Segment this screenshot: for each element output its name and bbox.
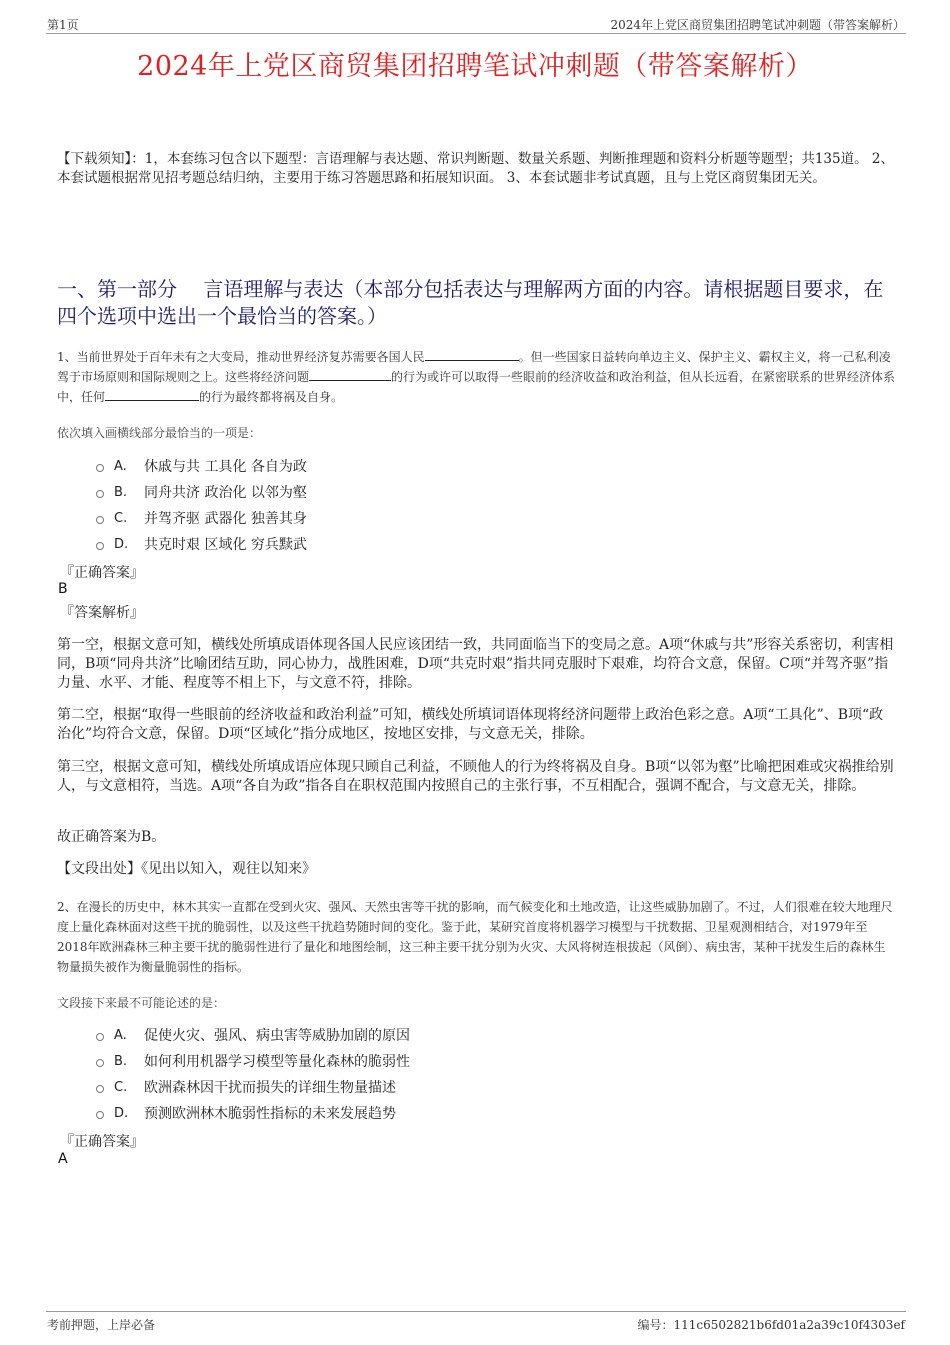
option-text: 共克时艰 区域化 穷兵黩武 (144, 537, 307, 553)
option-text: 同舟共济 政治化 以邻为壑 (144, 485, 307, 501)
question-2-option-b[interactable] (96, 1051, 410, 1071)
running-title: 2024年上党区商贸集团招聘笔试冲刺题（带答案解析） (610, 18, 905, 32)
radio-icon[interactable] (96, 1085, 104, 1093)
question-2-option-c[interactable] (96, 1077, 396, 1097)
section-heading: 一、第一部分 言语理解与表达（本部分包括表达与理解两方面的内容。请根据题目要求，在四个选项中选出一个最恰当的答案。） (57, 277, 884, 328)
radio-icon[interactable] (96, 490, 104, 498)
question-1-option-d[interactable] (96, 534, 307, 554)
option-text: 如何利用机器学习模型等量化森林的脆弱性 (144, 1054, 410, 1070)
question-2-prompt: 文段接下来最不可能论述的是： (57, 996, 226, 1010)
fill-blank (425, 348, 519, 361)
radio-icon[interactable] (96, 464, 104, 472)
question-1-prompt: 依次填入画横线部分最恰当的一项是： (57, 426, 262, 440)
option-letter: D. (114, 536, 129, 552)
radio-icon[interactable] (96, 1033, 104, 1041)
option-letter: C. (114, 510, 128, 526)
question-1-option-b[interactable] (96, 482, 307, 502)
radio-icon[interactable] (96, 542, 104, 550)
correct-answer: B (58, 581, 68, 597)
question-1-text (57, 347, 897, 407)
option-text: 促使火灾、强风、病虫害等威胁加剧的原因 (144, 1028, 410, 1044)
question-2-option-a[interactable] (96, 1025, 410, 1045)
question-2-option-d[interactable] (96, 1103, 396, 1123)
download-notice: 【下载须知】：1，本套练习包含以下题型：言语理解与表达题、常识判断题、数量关系题、判断推理题和资料分析题等题型；共135道。 2、本套试题根据常见招考题总结归纳，主要用于练习答题思路和拓展知识面。 3、本套试题非考试真题，且与上党区商贸集团无关。 (57, 151, 894, 186)
page-title: 2024年上党区商贸集团招聘笔试冲刺题（带答案解析） (137, 51, 813, 82)
fill-blank (105, 388, 199, 401)
option-text: 预测欧洲林木脆弱性指标的未来发展趋势 (144, 1106, 396, 1122)
correct-answer: A (58, 1151, 68, 1167)
radio-icon[interactable] (96, 516, 104, 524)
question-1-option-c[interactable] (96, 508, 307, 528)
analysis-paragraph-1: 第一空，根据文意可知，横线处所填成语体现各国人民应该团结一致，共同面临当下的变局之意。A项“休戚与共”形容关系密切，利害相同，B项“同舟共济”比喻团结互助，同心协力，战胜困难，D项“共克时艰”指共同克服时下艰难，均符合文意，保留。C项“并驾齐驱”指力量、水平、才能、程度等不相上下，与文意不符，排除。 (57, 637, 894, 691)
analysis-paragraph-2: 第二空，根据“取得一些眼前的经济收益和政治利益”可知，横线处所填词语体现将经济问题带上政治色彩之意。A项“工具化”、B项“政治化”均符合文意，保留。D项“区域化”指分成地区，按地区安排，与文意无关，排除。 (57, 707, 884, 742)
option-letter: C. (114, 1079, 128, 1095)
analysis-paragraph-3: 第三空，根据文意可知，横线处所填成语应体现只顾自己利益，不顾他人的行为终将祸及自身。B项“以邻为壑”比喻把困难或灾祸推给别人，与文意相符，当选。A项“各自为政”指各自在职权范围内按照自己的主张行事，不互相配合，强调不配合，与文意无关，排除。 (57, 759, 894, 794)
header-divider (46, 33, 906, 34)
option-letter: B. (114, 1053, 128, 1069)
footer-divider (46, 1311, 906, 1312)
option-letter: A. (114, 458, 127, 474)
analysis-label: 『答案解析』 (60, 605, 144, 621)
page-number: 第1页 (47, 18, 79, 32)
question-1-segment: 的行为最终都将祸及自身。 (199, 390, 344, 404)
radio-icon[interactable] (96, 1059, 104, 1067)
footer-serial: 编号：111c6502821b6fd01a2a39c10f4303ef (637, 1318, 905, 1332)
question-2-text: 2、在漫长的历史中，林木其实一直都在受到火灾、强风、天然虫害等干扰的影响，而气候变化和土地改造，让这些威胁加剧了。不过，人们很难在较大地理尺度上量化森林面对这些干扰的脆弱性，以及这些干扰趋势随时间的变化。鉴于此，某研究首度将机器学习模型与干扰数据、卫星观测相结合，对1979年至2018年欧洲森林三种主要干扰的脆弱性进行了量化和地图绘制，这三种主要干扰分别为火灾、大风将树连根拔起（风倒）、病虫害，某种干扰发生后的森林生物量损失被作为衡量脆弱性的指标。 (57, 900, 893, 974)
option-text: 并驾齐驱 武器化 独善其身 (144, 511, 307, 527)
question-1-segment: 1、当前世界处于百年未有之大变局，推动世界经济复苏需要各国人民 (57, 350, 425, 364)
question-1-segment: 的行为或许可以取得一些眼前的经济收益和政治利益，但从长远看，在紧密联系的世界经济体系中，任何 (57, 370, 896, 404)
source-citation: 【文段出处】《见出以知入，观往以知来》 (57, 861, 316, 877)
footer-slogan: 考前押题，上岸必备 (47, 1318, 156, 1332)
analysis-conclusion: 故正确答案为B。 (57, 829, 166, 845)
option-letter: A. (114, 1027, 127, 1043)
question-1-option-a[interactable] (96, 456, 307, 476)
option-letter: D. (114, 1105, 129, 1121)
fill-blank (309, 368, 391, 381)
answer-label: 『正确答案』 (60, 1134, 144, 1150)
radio-icon[interactable] (96, 1111, 104, 1119)
option-letter: B. (114, 484, 128, 500)
option-text: 欧洲森林因干扰而损失的详细生物量描述 (144, 1080, 396, 1096)
question-1-segment: 。但一些国家日益转向单边主义、保护主义、霸权主义，将一己私利凌驾于市场原则和国际规则之上。这些将经济问题 (57, 350, 891, 384)
option-text: 休戚与共 工具化 各自为政 (144, 459, 307, 475)
answer-label: 『正确答案』 (60, 565, 144, 581)
